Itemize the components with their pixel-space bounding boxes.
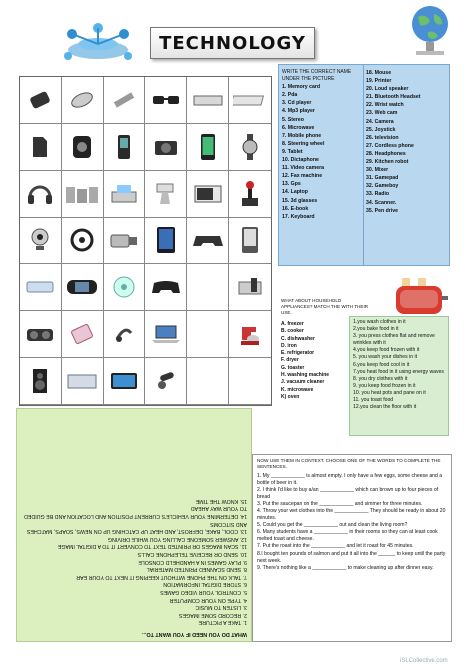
picture-cell bbox=[20, 264, 62, 311]
use-item: 11. you toast food bbox=[353, 397, 394, 404]
what-do-you-need-content bbox=[17, 409, 252, 642]
picture-cell bbox=[104, 171, 146, 218]
appliances-question: WHAT ABOUT HOUSEHOLD APPLIANCES? MATCH THE WITH THEIR USE. bbox=[281, 298, 369, 315]
picture-cell bbox=[145, 264, 187, 311]
picture-cell bbox=[145, 171, 187, 218]
picture-cell bbox=[187, 77, 229, 124]
web-cam-icon bbox=[29, 227, 51, 253]
scanner-icon bbox=[192, 90, 224, 110]
word-item: 15. 3d glasses bbox=[282, 197, 318, 204]
picture-cell bbox=[104, 358, 146, 405]
picture-cell bbox=[187, 171, 229, 218]
picture-cell bbox=[187, 358, 229, 405]
picture-cell bbox=[229, 77, 271, 124]
appliance-item: B. cooker bbox=[281, 328, 304, 335]
use-item: 8. you dry clothes with it bbox=[353, 375, 408, 382]
picture-cell bbox=[62, 77, 104, 124]
cordless-phone-icon bbox=[237, 276, 263, 298]
word-item: 6. Microwave bbox=[282, 124, 315, 131]
appliances-list bbox=[281, 321, 353, 401]
page-title: TECHNOLOGY bbox=[159, 32, 306, 54]
need-item: 9. PLAY GAMES IN A HANDHELD CONSOLE bbox=[138, 558, 247, 565]
need-item: 13. COOL, BAKE, DEFROST, AND HEAT UP CATCHING UP ON NEWS, SOAPS, MATCHES AND SITCOMS bbox=[26, 520, 247, 535]
appliance-item: H. washing machine bbox=[281, 372, 330, 379]
need-item: 8. SEND SCANNED PRINTED MATERIAL bbox=[146, 566, 247, 573]
need-item: 6. STORE DIGITAL INFORMATION bbox=[163, 581, 247, 588]
word-item: 17. Keyboard bbox=[282, 213, 315, 220]
need-item: 4. TYPE ON YOUR COMPUTER bbox=[169, 596, 247, 603]
loud-speaker-icon bbox=[31, 368, 49, 394]
remote-icon bbox=[111, 90, 137, 110]
picture-cell bbox=[145, 358, 187, 405]
use-item: 5. you wash your dishes in it bbox=[353, 354, 417, 361]
tablet-icon bbox=[155, 226, 177, 254]
need-item: 10. SEND OR RECEIVE TELEPHONE CALLS bbox=[137, 551, 247, 558]
use-item: 3. you press clothes flat and remove wrinkles with it bbox=[353, 333, 435, 347]
title-banner bbox=[150, 27, 315, 59]
steering-wheel-icon bbox=[69, 227, 95, 253]
word-item: 28. Headphones bbox=[366, 150, 406, 157]
what-do-you-need-box bbox=[16, 408, 252, 642]
word-item: 11. Video camera bbox=[282, 165, 325, 172]
appliance-item: A. freezer bbox=[281, 321, 304, 327]
picture-cell bbox=[62, 218, 104, 265]
word-item: 5. Stereo bbox=[282, 116, 304, 123]
word-list-right bbox=[366, 69, 450, 215]
word-item: 14. Laptop bbox=[282, 189, 308, 196]
sentence-item: 1. My ____________ is almost empty. I only have a few eggs, some cheese and a bottle of beer in it. bbox=[257, 473, 443, 487]
sentence-item: 2. I think I'd like to buy a/an ____________ which can brown up to four pieces of bread bbox=[257, 487, 439, 501]
use-item: 7.you heat food in it using energy waves bbox=[353, 368, 444, 375]
joystick-icon bbox=[238, 180, 262, 208]
stereo-icon bbox=[65, 183, 99, 205]
word-item: 25. Joystick bbox=[366, 126, 396, 133]
picture-cell bbox=[20, 171, 62, 218]
appliance-item: G. toaster bbox=[281, 364, 305, 371]
picture-cell bbox=[62, 264, 104, 311]
word-item: 33. Radio bbox=[366, 191, 390, 198]
word-item: 20. Loud speaker bbox=[366, 86, 409, 93]
mixer-icon bbox=[154, 181, 178, 207]
picture-cell bbox=[229, 218, 271, 265]
e-book-icon bbox=[240, 226, 260, 254]
word-item: 19. Printer bbox=[366, 78, 392, 85]
sentence-item: 9. There's nothing like a ____________ to make cleaning up after dinner easy. bbox=[257, 564, 434, 571]
word-item: 21. Bluetooth Headset bbox=[366, 94, 421, 101]
need-item: 12. ANSWER SOMEONE CALLING YOU WHILE DRIVING bbox=[107, 535, 247, 542]
headphones-icon bbox=[26, 181, 54, 207]
sentence-item: 6. Many students have a ____________ in their rooms so they can at least cook melted toast and cheese. bbox=[257, 529, 438, 543]
what-do-you-need-heading: WHAT DO YOU NEED IF YOU WANT TO... bbox=[141, 631, 247, 637]
use-item: 1.you wash clothes in it bbox=[353, 319, 406, 325]
picture-cell bbox=[229, 358, 271, 405]
word-item: 22. Wrist watch bbox=[366, 102, 404, 109]
camera-icon bbox=[153, 136, 179, 158]
bluetooth-headset-icon bbox=[154, 370, 178, 392]
sentence-item: 7. Put the roast into the ____________ and let it roast for 45 minutes. bbox=[257, 543, 414, 550]
sentence-item: 8.I bought ten pounds of salmon and put it all into the ______ to keep until the party next week. bbox=[257, 550, 446, 564]
bluetooth-headset-icon bbox=[113, 323, 135, 345]
picture-cell bbox=[62, 358, 104, 405]
need-item: 11. SCAN IMAGES OR PRINTED TEXT TO CONVERT IT TO A DIGITAL IMAGE bbox=[57, 543, 247, 550]
printer-icon bbox=[109, 182, 139, 206]
word-list-intro: WRITE THE CORRECT NAME UNDER THE PICTURE bbox=[282, 69, 352, 82]
3d-glasses-icon bbox=[151, 90, 181, 110]
picture-cell bbox=[62, 124, 104, 171]
picture-cell bbox=[187, 311, 229, 358]
word-item: 16. E-book bbox=[282, 205, 309, 212]
word-list-left bbox=[282, 69, 364, 221]
dictaphone-icon bbox=[112, 275, 136, 299]
mouse-icon bbox=[69, 90, 95, 110]
sentence-item: 5. Could you get the ____________ out and clean the living room? bbox=[257, 522, 408, 529]
picture-cell bbox=[20, 124, 62, 171]
word-item: 1. Memory card bbox=[282, 84, 321, 91]
video-camera-icon bbox=[109, 229, 139, 251]
picture-cell bbox=[20, 77, 62, 124]
pen-drive-icon bbox=[27, 90, 53, 110]
memory-card-icon bbox=[30, 135, 50, 159]
picture-cell bbox=[20, 311, 62, 358]
appliance-item: J. vacuum cleaner bbox=[281, 379, 325, 386]
word-item: 18. Mouse bbox=[366, 70, 392, 76]
picture-cell bbox=[145, 124, 187, 171]
gameboy-icon bbox=[66, 277, 98, 297]
word-item: 8. Steering wheel bbox=[282, 140, 325, 147]
picture-cell bbox=[229, 171, 271, 218]
appliance-item: K) oven bbox=[281, 393, 300, 400]
toaster-icon bbox=[392, 276, 450, 318]
picture-cell bbox=[145, 218, 187, 265]
keyboard-icon bbox=[233, 90, 267, 110]
gps-icon bbox=[109, 370, 139, 392]
picture-cell bbox=[104, 124, 146, 171]
microwave-icon bbox=[193, 183, 223, 205]
picture-cell bbox=[62, 171, 104, 218]
picture-cell bbox=[187, 218, 229, 265]
word-item: 26. television bbox=[366, 134, 399, 141]
picture-cell bbox=[229, 124, 271, 171]
appliance-item: K. microwave bbox=[281, 386, 314, 393]
laptop-icon bbox=[150, 323, 182, 345]
globe-icon bbox=[408, 2, 452, 56]
appliance-item: D. iron bbox=[281, 342, 297, 349]
picture-cell bbox=[104, 264, 146, 311]
picture-cell bbox=[62, 311, 104, 358]
use-item: 6.you keep food cool in it bbox=[353, 361, 410, 368]
wrist-watch-icon bbox=[241, 133, 259, 161]
need-item: 14. DETERMINE YOUR VEHICLE'S CURRENT POSITION AND LOCATION AND BE GUIDED TO YOUR WAY AHEAD bbox=[24, 505, 247, 520]
use-item: 10. you heat pots and pane on it bbox=[353, 389, 426, 396]
picture-cell bbox=[145, 77, 187, 124]
word-item: 27. Cordless phone bbox=[366, 142, 414, 149]
use-item: 2.you bake food in it bbox=[353, 326, 399, 333]
gamepad-icon bbox=[192, 230, 224, 250]
word-item: 30. Mixer bbox=[366, 167, 389, 174]
watermark: iSLCollective.com bbox=[400, 658, 448, 664]
word-item: 29. Kitchen robot bbox=[366, 159, 409, 166]
appliance-item: F. dryer bbox=[281, 357, 299, 364]
need-item: 15. KNOW THE TIME bbox=[195, 497, 247, 504]
picture-cell bbox=[20, 218, 62, 265]
sentence-item: 3. Put the saucepan on the ____________ and simmer for three minutes. bbox=[257, 501, 423, 508]
picture-cell bbox=[145, 311, 187, 358]
sentences-box bbox=[252, 454, 452, 642]
picture-grid bbox=[19, 76, 272, 406]
mobile-phone-icon bbox=[116, 134, 132, 160]
pda-icon bbox=[69, 323, 95, 345]
use-item: 12.you clean the floor with it bbox=[353, 404, 417, 411]
sentence-item: 4. Throw your wet clothes into the ____________ They should be ready in about 20 minutes. bbox=[257, 508, 446, 522]
word-item: 3. Cd player bbox=[282, 100, 312, 107]
word-item: 24. Camera bbox=[366, 118, 394, 125]
sentences-intro: NOW USE THEM IN CONTEXT. CHOOSE ONE OF THE WORDS TO COMPLETE THE SENTENCES. bbox=[257, 458, 441, 469]
word-item: 12. Fax machine bbox=[282, 173, 323, 180]
word-item: 31. Gamepad bbox=[366, 175, 399, 182]
need-item: 2. RECORD SOME IMAGES bbox=[179, 611, 247, 618]
picture-cell bbox=[187, 264, 229, 311]
picture-cell bbox=[104, 218, 146, 265]
picture-cell bbox=[104, 311, 146, 358]
kitchen-robot-icon bbox=[237, 321, 263, 347]
picture-cell bbox=[20, 358, 62, 405]
gamepad-icon bbox=[151, 277, 181, 297]
need-item: 3. LISTEN TO MUSIC bbox=[195, 604, 247, 611]
appliance-item: C. dishwasher bbox=[281, 335, 315, 342]
word-item: 10. Dictaphone bbox=[282, 157, 319, 164]
appliance-item: E. refrigerator bbox=[281, 350, 315, 357]
word-item: 4. Mp3 player bbox=[282, 108, 315, 115]
keyboard-icon bbox=[66, 370, 98, 392]
word-item: 9. Tablet bbox=[282, 148, 303, 155]
network-logo-icon bbox=[58, 20, 138, 66]
radio-icon bbox=[25, 324, 55, 344]
word-item: 23. Web cam bbox=[366, 110, 398, 117]
word-item: 7. Mobile phone bbox=[282, 132, 322, 139]
picture-cell bbox=[187, 124, 229, 171]
word-item: 35. Pen drive bbox=[366, 207, 399, 214]
use-item: 4.you keep food frozen with it bbox=[353, 347, 420, 354]
word-item: 13. Gps bbox=[282, 181, 301, 188]
need-item: 7. TALK ON THE PHONE WITHOUT KEEPING IT NEXT TO YOUR EAR bbox=[76, 573, 247, 580]
appliance-uses-box bbox=[349, 316, 449, 436]
picture-cell bbox=[229, 311, 271, 358]
smartphone-icon bbox=[199, 133, 217, 161]
picture-cell bbox=[104, 77, 146, 124]
picture-cell bbox=[229, 264, 271, 311]
mp3-player-icon bbox=[71, 134, 93, 160]
need-item: 5. CONTROL YOUR VIDEO GAMES bbox=[160, 589, 247, 596]
word-item: 34. Scanner. bbox=[366, 199, 397, 206]
word-item: 2. Pda bbox=[282, 92, 298, 99]
cd-player-icon bbox=[25, 277, 55, 297]
use-item: 9. you keep food frozen in it bbox=[353, 382, 416, 389]
word-item: 32. Gameboy bbox=[366, 183, 399, 190]
need-item: 1. TAKE A PICTURE bbox=[198, 619, 247, 626]
